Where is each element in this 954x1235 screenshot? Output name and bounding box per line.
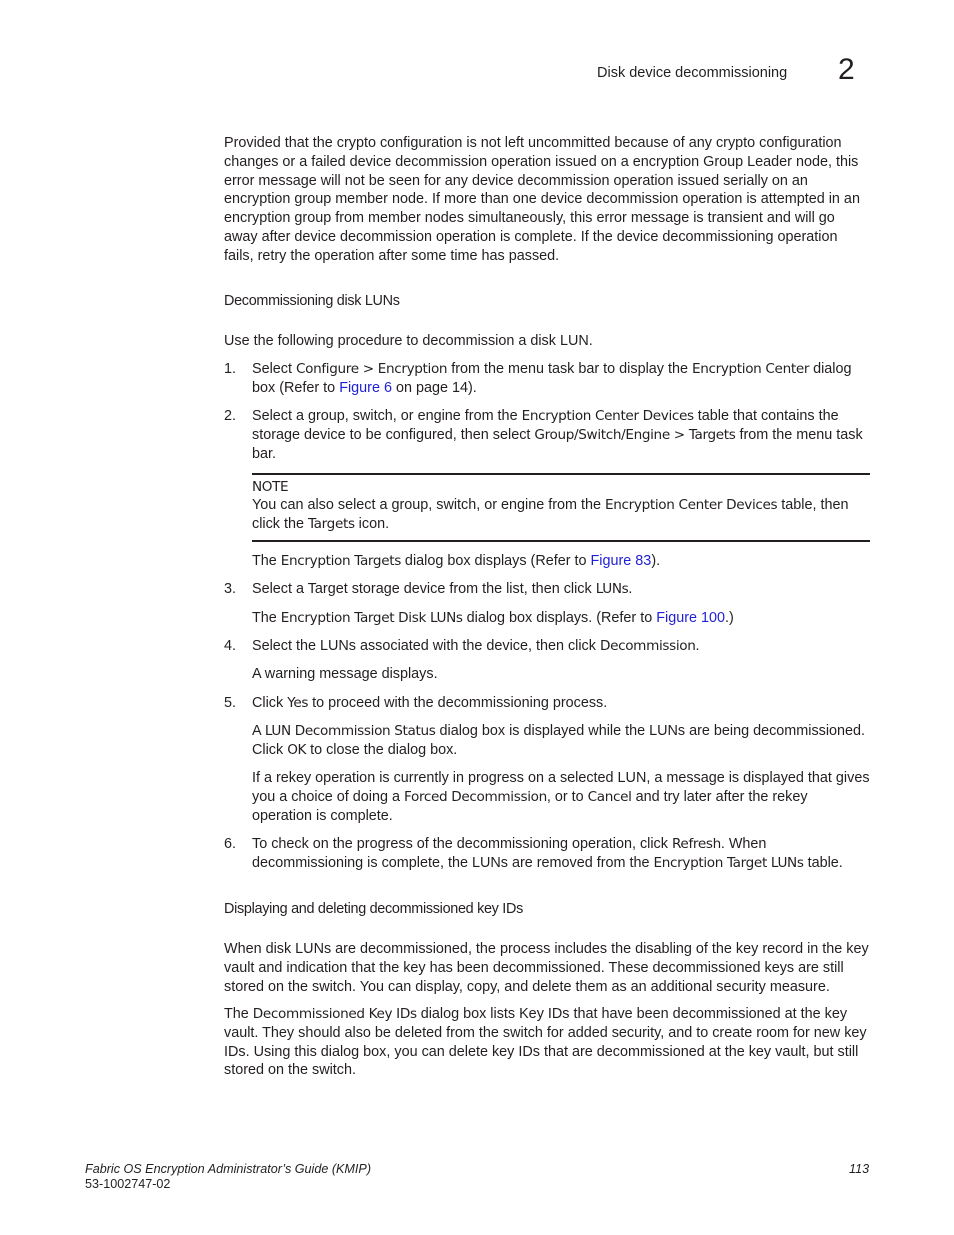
step-text: . bbox=[695, 637, 700, 654]
step-text: Select a group, switch, or engine from the bbox=[252, 408, 522, 425]
note-box bbox=[252, 473, 870, 542]
step-text: . bbox=[628, 581, 633, 598]
step-1 bbox=[224, 360, 870, 398]
note-label: NOTE bbox=[252, 479, 289, 496]
step-text: The bbox=[252, 552, 281, 569]
step-number: 6. bbox=[224, 836, 237, 853]
note-text: You can also select a group, switch, or engine from the bbox=[252, 497, 606, 514]
step-text: dialog box is displayed while the LUNs are being decommissioned. Click bbox=[252, 723, 866, 758]
step-text: and try later after the rekey operation is complete. bbox=[252, 789, 808, 824]
ui-term: Cancel bbox=[587, 789, 632, 806]
ui-term: Decommissioned Key IDs bbox=[252, 1006, 417, 1022]
step-text: .) bbox=[725, 609, 734, 626]
step-text: ). bbox=[651, 552, 661, 569]
section-heading-decommissioning: Decommissioning disk LUNs bbox=[224, 293, 400, 309]
note-text: table, then click the bbox=[252, 497, 849, 532]
step-6 bbox=[224, 835, 870, 873]
step-2-result bbox=[224, 552, 870, 571]
note-text: icon. bbox=[354, 515, 390, 532]
ui-term: Decommission bbox=[599, 637, 696, 654]
procedure-lead: Use the following procedure to decommission a disk LUN. bbox=[224, 333, 593, 349]
step-text: Select a Target storage device from the list, then click bbox=[252, 581, 596, 598]
step-number: 5. bbox=[224, 694, 237, 711]
step-5 bbox=[224, 694, 870, 713]
section-heading-displaying-key-ids: Displaying and deleting decommissioned key IDs bbox=[224, 901, 523, 917]
step-2 bbox=[224, 407, 870, 463]
step-text: table. bbox=[803, 855, 843, 872]
step-text: dialog box displays. (Refer to bbox=[462, 609, 657, 626]
step-text: To check on the progress of the decommissioning operation, click bbox=[252, 836, 672, 853]
step-text: dialog box displays (Refer to bbox=[400, 552, 591, 569]
step-text: , or to bbox=[546, 789, 588, 806]
figure-6-link[interactable]: Figure 6 bbox=[339, 379, 392, 396]
key-ids-paragraph-1: When disk LUNs are decommissioned, the process includes the disabling of the key record in the key vault and indication that the key has been decommissioned. These decommissioned keys are still stored on the switch. You can display, copy, and delete them as an additional security measure. bbox=[224, 941, 869, 995]
page-number: 113 bbox=[849, 1162, 870, 1176]
ui-term: Encryption Target Disk LUNs bbox=[280, 609, 463, 626]
figure-100-link[interactable]: Figure 100 bbox=[656, 609, 726, 626]
step-5-rekey-note bbox=[224, 769, 870, 825]
ui-term: Encryption Center Devices bbox=[521, 408, 694, 425]
step-text: Select the LUNs associated with the device, then click bbox=[252, 637, 600, 654]
ui-term: LUNs bbox=[595, 581, 629, 598]
key-ids-paragraph-2 bbox=[224, 1005, 870, 1080]
paragraph-text: The bbox=[224, 1006, 253, 1022]
step-number: 4. bbox=[224, 637, 237, 654]
step-3 bbox=[224, 580, 870, 599]
running-header-title: Disk device decommissioning bbox=[597, 65, 788, 81]
step-5-result bbox=[224, 722, 870, 760]
ui-term: OK bbox=[287, 741, 307, 758]
procedure-steps bbox=[224, 360, 870, 882]
paragraph-text: dialog box lists Key IDs that have been decommissioned at the key vault. They should also be deleted from the switch for added security, and to create room for new key IDs. Using this dialog box, you can delete key IDs that are decommissioned at the key vault, but still stored on the switch. bbox=[224, 1006, 867, 1079]
footer-doc-number: 53-1002747-02 bbox=[85, 1177, 171, 1191]
ui-term: Forced Decommission bbox=[404, 789, 547, 806]
step-4 bbox=[224, 637, 870, 656]
step-text: . When decommissioning is complete, the LUNs are removed from the bbox=[252, 836, 767, 872]
step-text: table that contains the storage device to be configured, then select bbox=[252, 408, 839, 443]
step-text: from the menu task bar to display the bbox=[447, 361, 692, 377]
step-number: 3. bbox=[224, 581, 237, 598]
chapter-number: 2 bbox=[838, 53, 855, 86]
step-text: on page 14). bbox=[391, 379, 477, 396]
ui-term: LUN Decommission Status bbox=[264, 723, 436, 740]
ui-term: Encryption Center bbox=[691, 361, 810, 377]
step-text: Click bbox=[252, 694, 288, 711]
step-text: dialog box (Refer to bbox=[252, 361, 852, 396]
ui-term: Yes bbox=[287, 694, 309, 711]
ui-term: Refresh bbox=[671, 836, 721, 853]
ui-term: Encryption Target LUNs bbox=[653, 855, 804, 872]
step-4-result: A warning message displays. bbox=[252, 666, 438, 683]
step-text: The bbox=[252, 609, 281, 626]
step-text: to proceed with the decommissioning process. bbox=[308, 694, 608, 711]
intro-paragraph: Provided that the crypto configuration is not left uncommitted because of any crypto configuration changes or a failed device decommission operation issued on a encryption Group Leader node, this error message will not be seen for any device decommission operation issued serially on an encryption group member node. If more than one device decommission operation is attempted in an encryption group from member nodes simultaneously, this error message is transient and will go away after device decommission operation is complete. If the device decommissioning operation fails, retry the operation after some time has passed. bbox=[224, 135, 860, 264]
ui-term: Encryption Center Devices bbox=[605, 497, 778, 514]
ui-term: Group/Switch/Engine > Targets bbox=[534, 426, 736, 443]
ui-term: Configure > Encryption bbox=[296, 361, 448, 377]
step-text: from the menu task bar. bbox=[252, 426, 863, 462]
ui-term: Targets bbox=[307, 515, 355, 532]
figure-83-link[interactable]: Figure 83 bbox=[590, 552, 652, 569]
step-text: A bbox=[252, 723, 265, 740]
step-number: 1. bbox=[224, 361, 237, 377]
step-number: 2. bbox=[224, 408, 237, 425]
ui-term: Encryption Targets bbox=[280, 552, 401, 569]
step-3-result bbox=[224, 609, 870, 628]
footer-book-title: Fabric OS Encryption Administrator’s Guide (KMIP) bbox=[85, 1162, 372, 1176]
step-text: to close the dialog box. bbox=[306, 741, 458, 758]
step-text: Select bbox=[252, 361, 296, 377]
step-text: If a rekey operation is currently in progress on a selected LUN, a message is displayed that gives you a choice of doing a bbox=[252, 770, 870, 806]
